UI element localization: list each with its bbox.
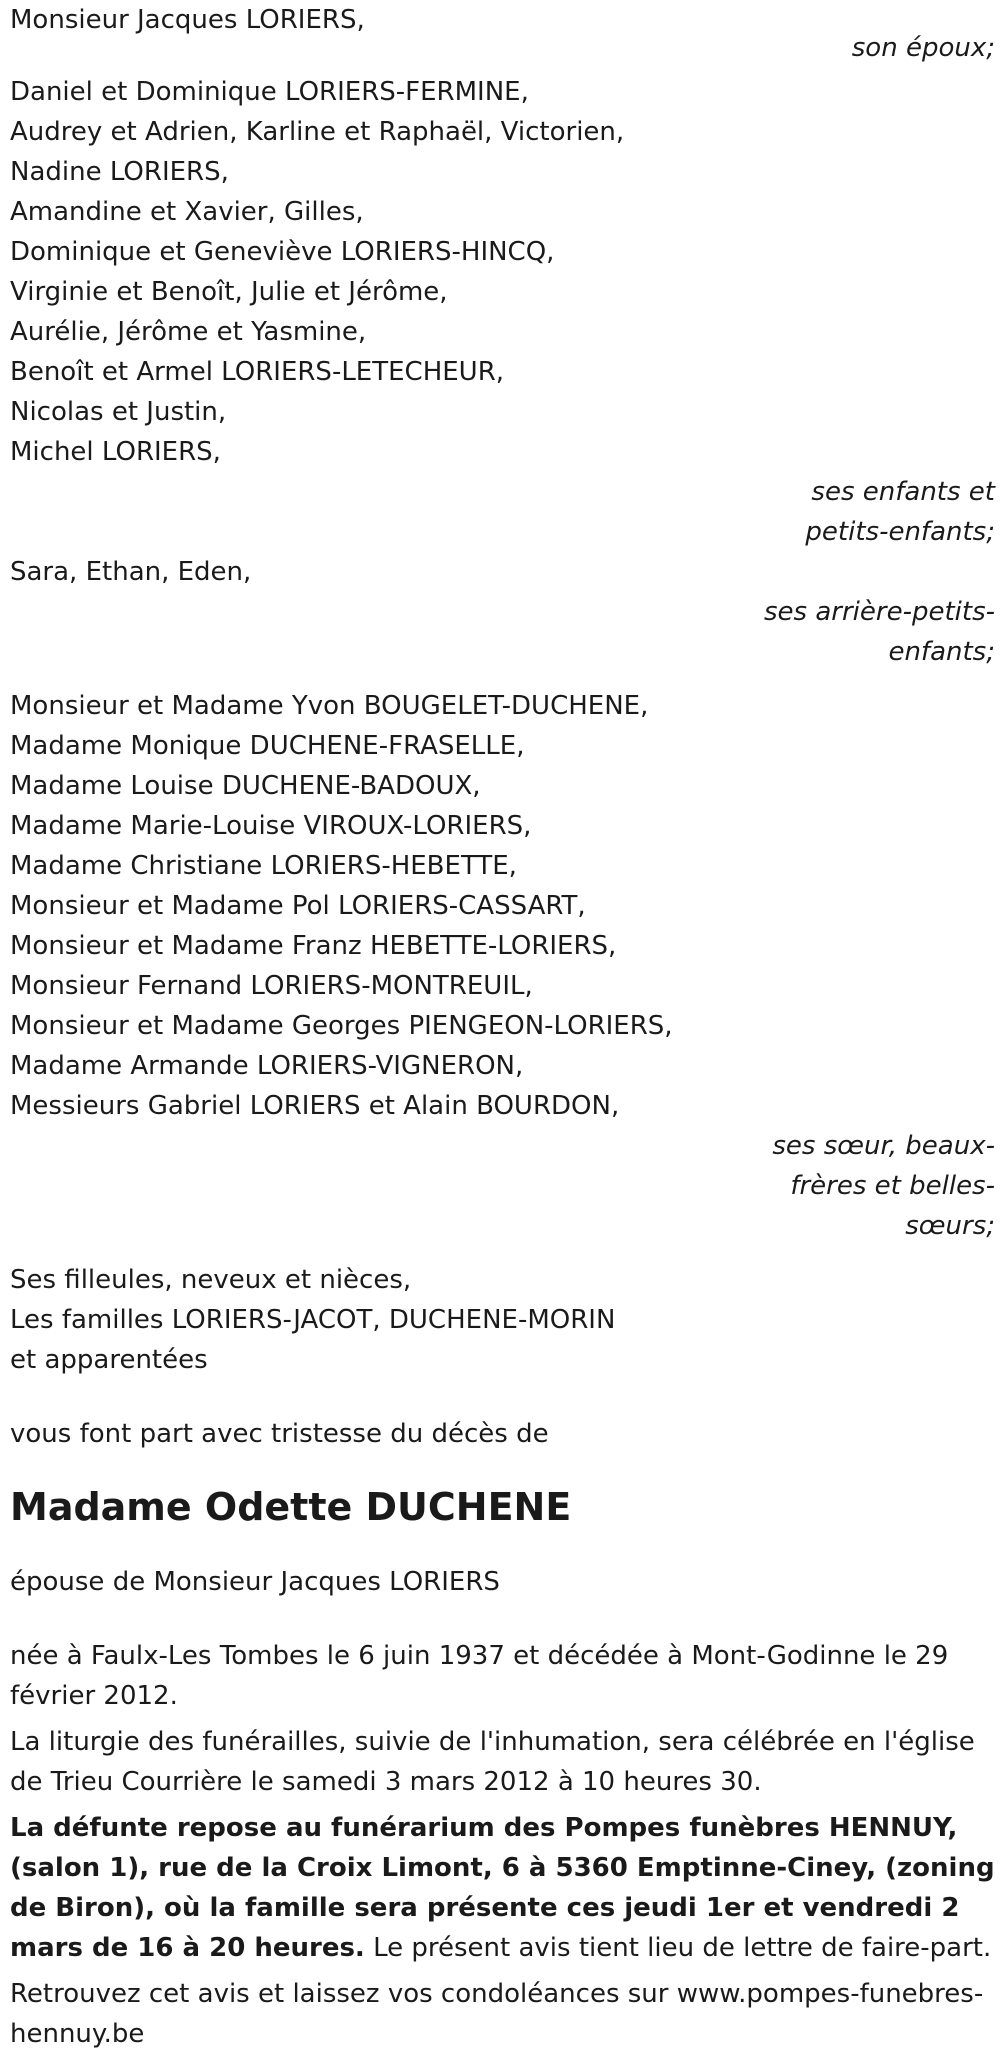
list-item: Nadine LORIERS, <box>10 157 229 187</box>
children-list <box>10 72 995 472</box>
visitation-bold-text: La défunte repose au funérarium des Pompes funèbres HENNUY, (salon 1), rue de la Croix Limont, 6 à 5360 Emptinne-Ciney, (zoning de Biron), où la famille sera présente ces jeudi 1er et vendredi 2 mars de 16 à 20 heures. <box>10 1813 995 1963</box>
list-item: Monsieur et Madame Georges PIENGEON-LORIERS, <box>10 1011 673 1041</box>
great-grandchildren-name: Sara, Ethan, Eden, <box>10 557 252 587</box>
list-item: Madame Christiane LORIERS-HEBETTE, <box>10 851 517 881</box>
list-item: Dominique et Geneviève LORIERS-HINCQ, <box>10 237 555 267</box>
list-item: Virginie et Benoît, Julie et Jérôme, <box>10 277 448 307</box>
list-item: Aurélie, Jérôme et Yasmine, <box>10 317 367 347</box>
list-item: Monsieur et Madame Franz HEBETTE-LORIERS, <box>10 931 617 961</box>
list-item: Benoît et Armel LORIERS-LETECHEUR, <box>10 357 505 387</box>
list-item: Madame Marie-Louise VIROUX-LORIERS, <box>10 811 532 841</box>
siblings-role-line-3: sœurs; <box>905 1211 995 1241</box>
list-item: Ses filleules, neveux et nièces, <box>10 1265 412 1295</box>
spouse-role: son époux; <box>851 33 995 63</box>
list-item: Amandine et Xavier, Gilles, <box>10 197 364 227</box>
list-item: Daniel et Dominique LORIERS-FERMINE, <box>10 77 529 107</box>
list-item: Audrey et Adrien, Karline et Raphaël, Victorien, <box>10 117 625 147</box>
children-role-line-2: petits-enfants; <box>805 517 995 547</box>
spouse-name: Monsieur Jacques LORIERS, <box>10 5 365 35</box>
visitation-regular-text: Le présent avis tient lieu de lettre de faire-part. <box>364 1933 992 1963</box>
list-item: Madame Armande LORIERS-VIGNERON, <box>10 1051 524 1081</box>
great-grandchildren-role-line-1: ses arrière-petits- <box>764 597 995 627</box>
others-list <box>10 1260 995 1380</box>
website-info: Retrouvez cet avis et laissez vos condoléances sur www.pompes-funebres-hennuy.be <box>10 1979 984 2049</box>
list-item: Michel LORIERS, <box>10 437 221 467</box>
deceased-name: Madame Odette DUCHENE <box>10 1485 572 1529</box>
list-item: Nicolas et Justin, <box>10 397 227 427</box>
liturgy-info: La liturgie des funérailles, suivie de l'inhumation, sera célébrée en l'église de Trieu Courrière le samedi 3 mars 2012 à 10 heures 30. <box>10 1727 975 1797</box>
obituary-notice <box>10 0 995 2060</box>
list-item: Monsieur Fernand LORIERS-MONTREUIL, <box>10 971 533 1001</box>
birth-death-info: née à Faulx-Les Tombes le 6 juin 1937 et décédée à Mont-Godinne le 29 février 2012. <box>10 1641 949 1711</box>
siblings-list <box>10 686 995 1126</box>
visitation-info <box>10 1808 995 1968</box>
spacer <box>10 1380 995 1414</box>
spacer <box>10 1602 995 1636</box>
siblings-role-line-1: ses sœur, beaux- <box>772 1131 995 1161</box>
list-item: Madame Louise DUCHENE-BADOUX, <box>10 771 481 801</box>
siblings-role-line-2: frères et belles- <box>790 1171 995 1201</box>
announcement: vous font part avec tristesse du décès de <box>10 1419 549 1449</box>
children-role-line-1: ses enfants et <box>811 477 995 507</box>
list-item: Madame Monique DUCHENE-FRASELLE, <box>10 731 525 761</box>
list-item: Messieurs Gabriel LORIERS et Alain BOURDON, <box>10 1091 620 1121</box>
great-grandchildren-role-line-2: enfants; <box>888 637 995 667</box>
list-item: Monsieur et Madame Pol LORIERS-CASSART, <box>10 891 586 921</box>
list-item: Les familles LORIERS-JACOT, DUCHENE-MORIN <box>10 1305 616 1335</box>
list-item: et apparentées <box>10 1345 208 1375</box>
list-item: Monsieur et Madame Yvon BOUGELET-DUCHENE, <box>10 691 649 721</box>
spouse-of: épouse de Monsieur Jacques LORIERS <box>10 1567 500 1597</box>
